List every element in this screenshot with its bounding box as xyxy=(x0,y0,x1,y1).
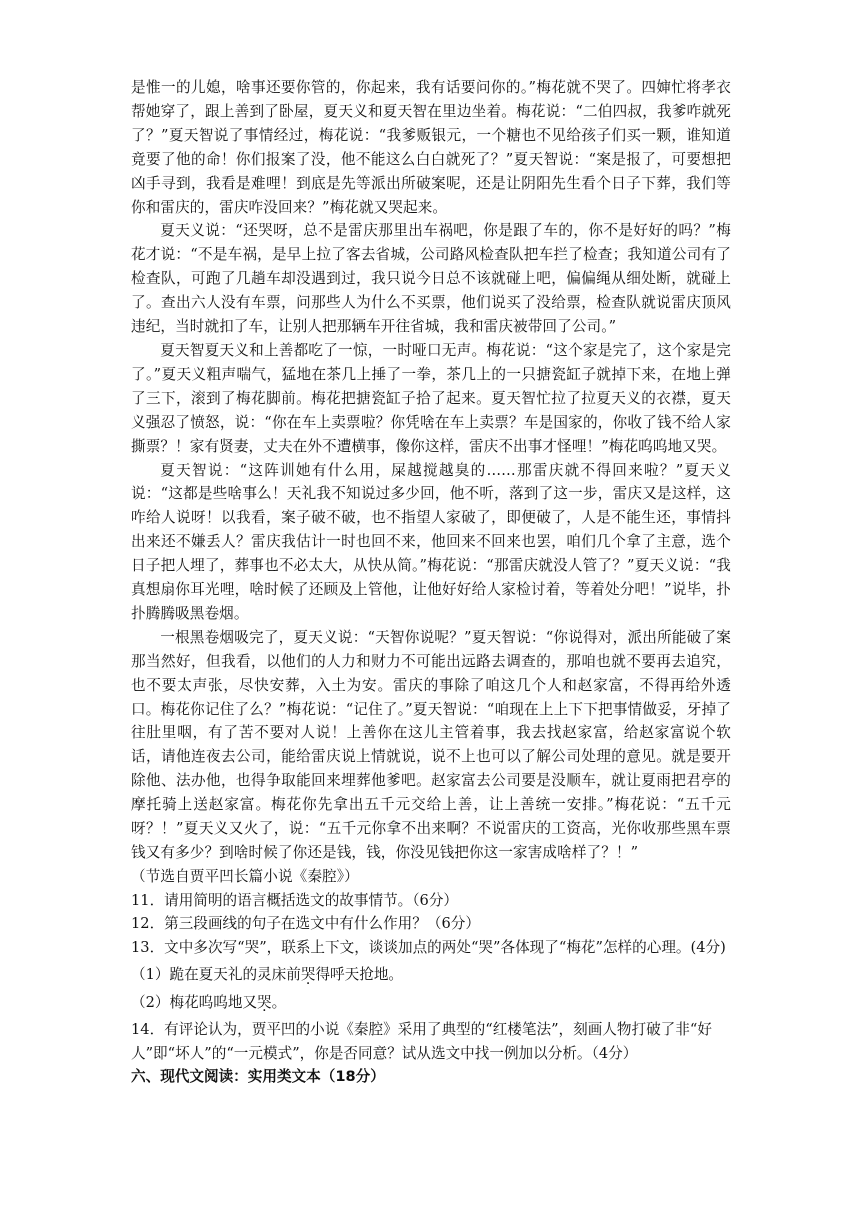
story-excerpt xyxy=(131,76,731,889)
question-14: 14．有评论认为，贾平凹的小说《秦腔》采用了典型的“红楼笔法”，刻画人物打破了非“好人”即“坏人”的“一元模式”，你是否同意？试从选文中找一例加以分析。（4分） xyxy=(131,1021,712,1062)
story-paragraph-1: 是惟一的儿媳，啥事还要你管的，你起来，我有话要问你的。”梅花就不哭了。四婶忙将孝衣帮她穿了，跟上善到了卧屋，夏天义和夏天智在里边坐着。梅花说：“二伯四叔，我爹咋就死了？”夏天智说了事情经过，梅花说：“我爹贩银元，一个糖也不见给孩子们买一颗，谁知道竟要了他的命！你们报案了没，他不能这么白白就死了？”夏天智说：“案是报了，可要想把凶手寻到，我看是难哩！到底是先等派出所破案呢，还是让阴阳先生看个日子下葬，我们等你和雷庆的，雷庆咋没回来？”梅花就又哭起来。 xyxy=(131,79,731,216)
story-paragraph-4: 夏天智说：“这阵训她有什么用，屎越搅越臭的……那雷庆就不得回来啦？”夏天义说：“这都是些啥事么！天礼我不知说过多少回，他不听，落到了这一步，雷庆又是这样，这咋给人说呀！以我看，案子破不破，也不指望人家破了，即便破了，人是不能生还，事情抖出来还不嫌丢人？雷庆我估计一时也回不来，他回来不回来也罢，咱们几个拿了主意，选个日子把人埋了，葬事也不必太大，从快从简。”梅花说：“那雷庆就没人管了？”夏天义说：“我真想扇你耳光哩，啥时候了还顾及上管他，让他好好给人家检讨着，等着处分吧！”说毕，扑扑腾腾吸黑卷烟。 xyxy=(131,461,731,622)
dotted-char: 哭 xyxy=(300,966,316,984)
question-13: 13．文中多次写“哭”，联系上下文，谈谈加点的两处“哭”各体现了“梅花”怎样的心理。(4分) xyxy=(131,938,726,956)
dotted-char: 哭 xyxy=(257,993,272,1011)
story-source: （节选自贾平凹长篇小说《秦腔》） xyxy=(131,867,359,885)
sub-question-2: （2）梅花呜呜地又哭。 xyxy=(131,993,287,1011)
document-page xyxy=(131,76,731,1089)
section-heading: 六、现代文阅读：实用类文本（18分） xyxy=(131,1068,385,1086)
story-paragraph-2: 夏天义说：“还哭呀，总不是雷庆那里出车祸吧，你是跟了车的，你不是好好的吗？”梅花才说：“不是车祸，是早上拉了客去省城，公司路风检查队把车拦了检查；我知道公司有了检查队，可跑了几趟车却没遇到过，我只说今日总不该就碰上吧，偏偏绳从细处断，就碰上了。查出六人没有车票，问那些人为什么不买票，他们说买了没给票，检查队就说雷庆顶风违纪，当时就扣了车，让别人把那辆车开往省城，我和雷庆被带回了公司。” xyxy=(131,222,731,336)
sub-question-1: （1）跪在夏天礼的灵床前哭得呼天抢地。 xyxy=(131,966,404,984)
question-11: 11．请用简明的语言概括选文的故事情节。（6分） xyxy=(131,891,459,909)
story-paragraph-3: 夏天智夏天义和上善都吃了一惊，一时哑口无声。梅花说：“这个家是完了，这个家是完了。”夏天义粗声喘气，猛地在茶几上捶了一拳，茶几上的一只搪瓷缸子就掉下来，在地上弹了三下，滚到了梅花脚前。梅花把搪瓷缸子拾了起来。夏天智忙拉了拉夏天义的衣襟，夏天义强忍了愤怒，说：“你在车上卖票啦？你凭啥在车上卖票？车是国家的，你收了钱不给人家撕票？！家有贤妻，丈夫在外不遭横事，像你这样，雷庆不出事才怪哩！”梅花呜呜地又哭。 xyxy=(131,341,731,455)
story-paragraph-5: 一根黑卷烟吸完了，夏天义说：“天智你说呢？”夏天智说：“你说得对，派出所能破了案那当然好，但我看，以他们的人力和财力不可能出远路去调查的，那咱也就不要再去追究，也不要太声张，尽快安葬，入土为安。雷庆的事除了咱这几个人和赵家富，不得再给外透口。梅花你记住了么？”梅花说：“记住了。”夏天智说：“咱现在上上下下把事情做妥，牙掉了往肚里咽，有了苦不要对人说！上善你在这儿主管着事，我去找赵家富，给赵家富说个软话，请他连夜去公司，能给雷庆说上情就说，说不上也可以了解公司处理的意见。就是要开除他、法办他，也得争取能回来埋葬他爹吧。赵家富去公司要是没顺车，就让夏雨把君亭的摩托骑上送赵家富。梅花你先拿出五千元交给上善，让上善统一安排。”梅花说：“五千元呀？！”夏天义又火了，说：“五千元你拿不出来啊？不说雷庆的工资高，光你收那些黑车票钱又有多少？到啥时候了你还是钱，钱，你没见钱把你这一家害成啥样了？！” xyxy=(131,628,731,861)
question-12: 12．第三段画线的句子在选文中有什么作用？（6分） xyxy=(131,915,480,933)
